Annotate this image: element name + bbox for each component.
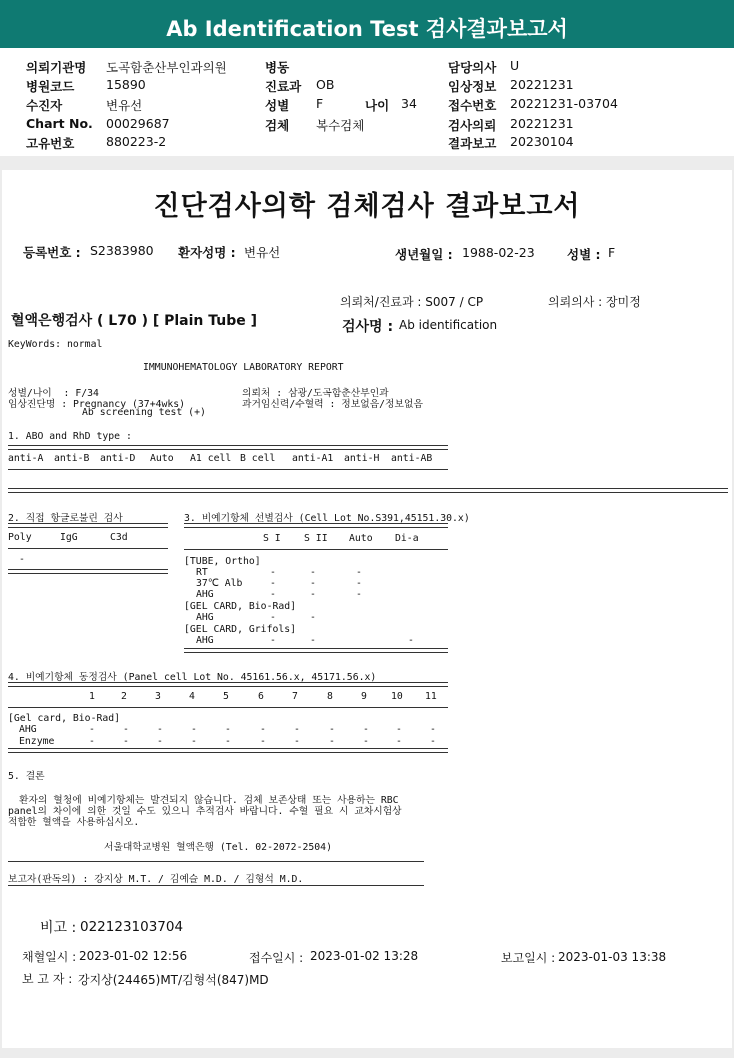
screen-cell: - — [356, 589, 362, 600]
header-label: 검체 — [265, 118, 290, 133]
header-value: 34 — [401, 96, 417, 111]
screen-cell: - — [270, 589, 276, 600]
panel-row-label: Enzyme — [19, 736, 55, 747]
panel-row-label: AHG — [19, 724, 37, 735]
header-label: 병원코드 — [26, 79, 75, 94]
screen-cell: - — [310, 612, 316, 623]
panel-cell: - — [191, 736, 197, 747]
section4-title: 4. 비예기항체 동정검사 (Panel cell Lot No. 45161.56.x, 45171.56.x) — [8, 672, 377, 683]
diagnosis: 임상진단명 : Pregnancy (37+4wks) — [8, 399, 186, 410]
header-info-panel — [0, 48, 734, 156]
screen-cell: - — [310, 589, 316, 600]
header-value: U — [510, 58, 520, 73]
panel-col-header: 2 — [121, 691, 127, 702]
collect-value: 2023-01-02 12:56 — [79, 949, 188, 963]
panel-col-header: 5 — [223, 691, 229, 702]
dob-label: 생년월일 : — [395, 247, 453, 262]
panel-cell: - — [396, 724, 402, 735]
header-value: 20221231-03704 — [510, 96, 618, 111]
panel-cell: - — [157, 736, 163, 747]
screen-cell: - — [270, 578, 276, 589]
abo-header: anti-AB — [391, 453, 433, 464]
dept-line: 의뢰처/진료과 : S007 / CP — [340, 295, 484, 309]
header-label: 성별 — [265, 98, 290, 113]
panel-cell: - — [225, 724, 231, 735]
dob-value: 1988-02-23 — [462, 245, 535, 260]
screen-cell: - — [356, 578, 362, 589]
report-title-bar — [0, 0, 734, 46]
panel-cell: - — [430, 724, 436, 735]
panel-cell: - — [89, 736, 95, 747]
header-label: 임상정보 — [448, 79, 497, 94]
divider — [8, 861, 424, 862]
screen-row-label: 37℃ Alb — [196, 578, 243, 589]
screen-cell: - — [408, 635, 414, 646]
section3-title: 3. 비예기항체 선별검사 (Cell Lot No.S391,45151.30.x) — [184, 513, 470, 524]
divider — [184, 523, 448, 528]
divider — [8, 445, 448, 450]
header-label: 고유번호 — [26, 136, 75, 151]
header-label: Chart No. — [26, 116, 93, 131]
dat-header: Poly — [8, 532, 32, 543]
report-time-value: 2023-01-03 13:38 — [558, 950, 667, 964]
header-value: 20221231 — [510, 77, 574, 92]
divider — [8, 469, 448, 470]
dat-result: - — [19, 554, 25, 565]
panel-cell: - — [191, 724, 197, 735]
abo-header: anti-B — [54, 453, 90, 464]
panel-cell: - — [363, 724, 369, 735]
panel-cell: - — [89, 724, 95, 735]
panel-cell: - — [363, 736, 369, 747]
header-value: 00029687 — [106, 116, 170, 131]
panel-cell: - — [123, 724, 129, 735]
receive-label: 접수일시 : — [249, 951, 304, 965]
test-group: 혈액은행검사 ( L70 ) [ Plain Tube ] — [11, 313, 258, 329]
screen-cell: - — [310, 635, 316, 646]
header-value: F — [316, 96, 324, 111]
header-label: 진료과 — [265, 79, 302, 94]
collect-label: 채혈일시 : — [22, 950, 77, 964]
abo-header: anti-A — [8, 453, 44, 464]
lab-report-title: IMMUNOHEMATOLOGY LABORATORY REPORT — [143, 362, 344, 373]
panel-cell: - — [329, 736, 335, 747]
header-label: 결과보고 — [448, 136, 497, 151]
sex-label: 성별 : — [567, 247, 601, 262]
screen-row-label: AHG — [196, 589, 214, 600]
document-title: 진단검사의학 검체검사 결과보고서 — [153, 191, 581, 222]
doctor-line: 의뢰의사 : 장미정 — [548, 295, 641, 309]
panel-cell: - — [123, 736, 129, 747]
divider — [8, 682, 448, 687]
header-value: 15890 — [106, 77, 146, 92]
panel-cell: - — [329, 724, 335, 735]
divider — [8, 707, 448, 708]
divider — [8, 523, 168, 528]
abo-header: A1 cell — [190, 453, 232, 464]
panel-cell: - — [294, 724, 300, 735]
panel-cell: - — [260, 736, 266, 747]
screen-row-label: AHG — [196, 612, 214, 623]
header-label: 수진자 — [26, 98, 63, 113]
panel-col-header: 8 — [327, 691, 333, 702]
dat-header: C3d — [110, 532, 128, 543]
section5-title: 5. 결론 — [8, 771, 45, 782]
report-time-label: 보고일시 : — [501, 951, 556, 965]
panel-col-header: 7 — [292, 691, 298, 702]
divider — [8, 748, 448, 753]
panel-col-header: 1 — [89, 691, 95, 702]
screen-row-label: AHG — [196, 635, 214, 646]
abo-header: anti-A1 — [292, 453, 334, 464]
panel-col-header: 10 — [391, 691, 403, 702]
divider — [8, 885, 424, 886]
header-value: 변유선 — [106, 98, 143, 113]
diagnosis-line2: Ab screening test (+) — [82, 407, 206, 418]
receive-value: 2023-01-02 13:28 — [310, 949, 419, 963]
patient-value: 변유선 — [244, 245, 281, 260]
conclusion-line: 적합한 혈액을 사용하십시오. — [8, 817, 140, 828]
dat-header: IgG — [60, 532, 78, 543]
screen-cell: - — [270, 612, 276, 623]
panel-group-label: [Gel card, Bio-Rad] — [8, 713, 121, 724]
divider — [8, 569, 168, 574]
header-label: 의뢰기관명 — [26, 60, 87, 75]
panel-cell: - — [396, 736, 402, 747]
header-value: 도곡함춘산부인과의원 — [106, 60, 227, 75]
header-value: 880223-2 — [106, 134, 167, 149]
panel-col-header: 6 — [258, 691, 264, 702]
screen-row-label: [GEL CARD, Grifols] — [184, 624, 297, 635]
reporter2-label: 보 고 자 : — [22, 972, 73, 986]
conclusion-line: 환자의 혈청에 비예기항체는 발견되지 않습니다. 검체 보존상태 또는 사용하는 RBC — [19, 795, 399, 806]
screen-row-label: [GEL CARD, Bio-Rad] — [184, 601, 297, 612]
panel-cell: - — [260, 724, 266, 735]
divider — [8, 548, 168, 549]
screen-cell: - — [270, 567, 276, 578]
divider — [8, 488, 728, 493]
test-name-label: 검사명 : — [342, 319, 394, 335]
abo-header: anti-H — [344, 453, 380, 464]
abo-header: anti-D — [100, 453, 136, 464]
section1-title: 1. ABO and RhD type : — [8, 431, 132, 442]
screen-cell: - — [310, 578, 316, 589]
remark-label: 비고 : — [40, 920, 77, 936]
header-value: 20221231 — [510, 116, 574, 131]
panel-cell: - — [430, 736, 436, 747]
section2-title: 2. 직접 항글로불린 검사 — [8, 513, 123, 524]
sex-age: 성별/나이 : F/34 — [8, 388, 99, 399]
header-label: 담당의사 — [448, 60, 497, 75]
header-label: 검사의뢰 — [448, 118, 497, 133]
conclusion-line: panel의 차이에 의한 것일 수도 있으니 추적검사 바랍니다. 수혈 필요 시 교차시험상 — [8, 806, 402, 817]
header-value: 복수검체 — [316, 118, 365, 133]
panel-col-header: 4 — [189, 691, 195, 702]
hospital-line: 서울대학교병원 혈액은행 (Tel. 02-2072-2504) — [104, 842, 332, 853]
panel-cell: - — [157, 724, 163, 735]
header-label: 접수번호 — [448, 98, 497, 113]
screen-cell: - — [310, 567, 316, 578]
result-document — [2, 170, 732, 1048]
screen-cell: - — [270, 635, 276, 646]
reporter2-value: 강지상(24465)MT/김형석(847)MD — [78, 973, 269, 987]
screen-cell: - — [356, 567, 362, 578]
keywords: KeyWords: normal — [8, 339, 103, 350]
panel-cell: - — [225, 736, 231, 747]
reg-value: S2383980 — [90, 243, 154, 258]
test-name-value: Ab identification — [399, 318, 498, 332]
divider — [184, 549, 448, 550]
panel-col-header: 3 — [155, 691, 161, 702]
screen-header: S II — [304, 533, 328, 544]
reg-label: 등록번호 : — [23, 245, 81, 260]
screen-row-label: RT — [196, 567, 208, 578]
panel-cell: - — [294, 736, 300, 747]
header-value: OB — [316, 77, 335, 92]
referring-institution: 의뢰처 : 삼광/도곡함춘산부인과 — [242, 388, 389, 399]
panel-col-header: 9 — [361, 691, 367, 702]
header-label: 병동 — [265, 60, 290, 75]
sex-value: F — [608, 245, 616, 260]
screen-header: S I — [263, 533, 281, 544]
abo-header: B cell — [240, 453, 276, 464]
divider — [184, 648, 448, 653]
patient-label: 환자성명 : — [178, 245, 236, 260]
remark-value: 022123103704 — [80, 919, 184, 935]
header-label: 나이 — [365, 98, 390, 113]
screen-row-label: [TUBE, Ortho] — [184, 556, 261, 567]
header-value: 20230104 — [510, 134, 574, 149]
pregnancy-transfusion-history: 과거임신력/수혈력 : 정보없음/정보없음 — [242, 399, 423, 410]
abo-header: Auto — [150, 453, 174, 464]
panel-col-header: 11 — [425, 691, 437, 702]
screen-header: Auto — [349, 533, 373, 544]
reporter-line: 보고자(판독의) : 강지상 M.T. / 김예슬 M.D. / 김형석 M.D. — [8, 874, 304, 885]
report-title: Ab Identification Test 검사결과보고서 — [166, 17, 568, 41]
screen-header: Di-a — [395, 533, 419, 544]
